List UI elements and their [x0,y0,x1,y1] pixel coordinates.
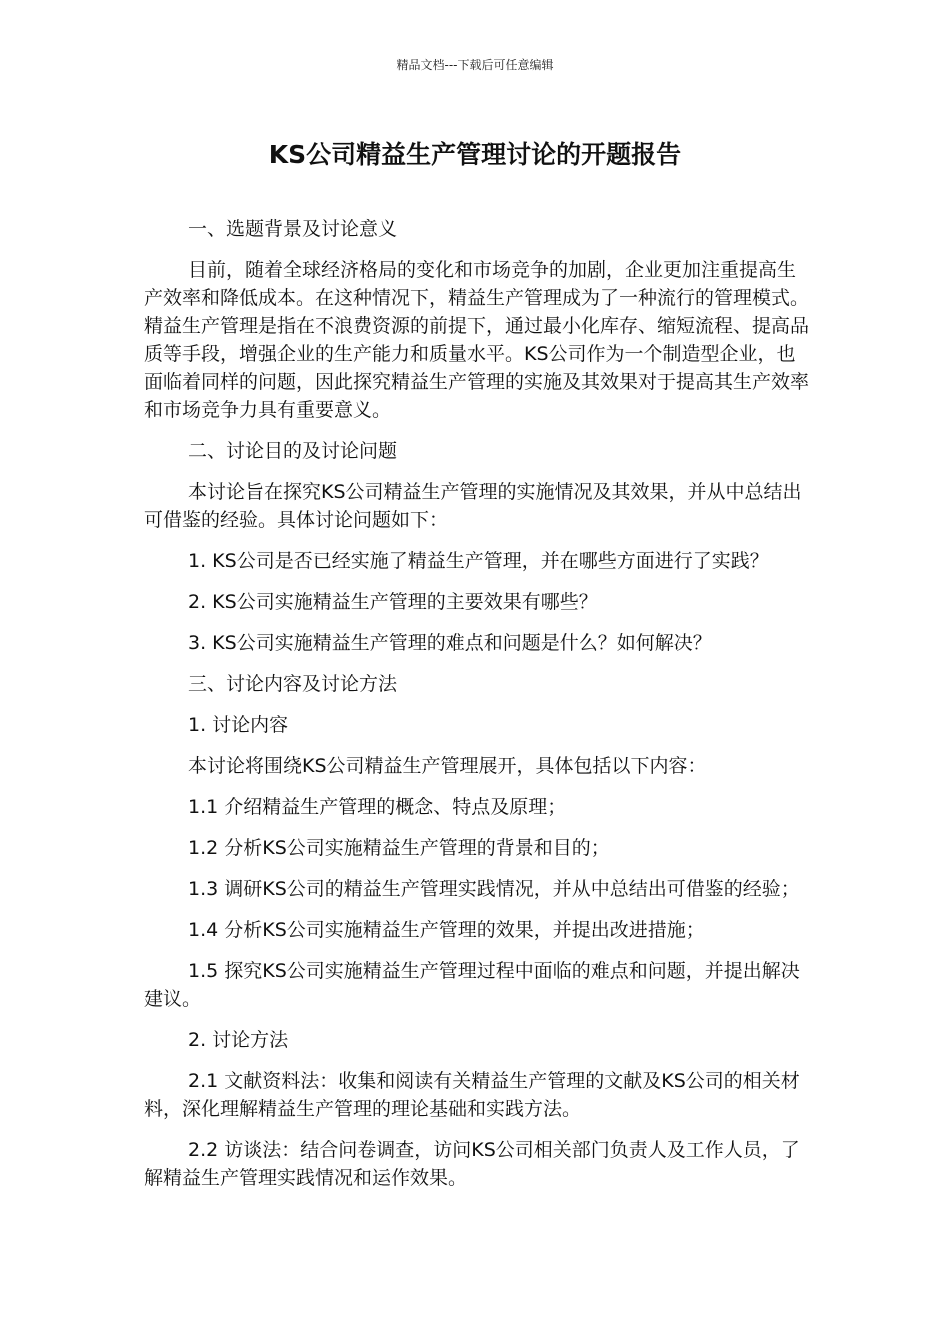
paragraph-background: 目前，随着全球经济格局的变化和市场竞争的加剧，企业更加注重提高生产效率和降低成本。在这种情况下，精益生产管理成为了一种流行的管理模式。精益生产管理是指在不浪费资源的前提下，通过最小化库存、缩短流程、提高品质等手段，增强企业的生产能力和质量水平。KS公司作为一个制造型企业，也面临着同样的问题，因此探究精益生产管理的实施及其效果对于提高其生产效率和市场竞争力具有重要意义。 [144,259,810,421]
method-item-2-1: 2.1 文献资料法：收集和阅读有关精益生产管理的文献及KS公司的相关材料，深化理解精益生产管理的理论基础和实践方法。 [144,1070,800,1120]
content-item-1-1: 1.1 介绍精益生产管理的概念、特点及原理； [188,796,567,818]
section-heading-objectives: 二、讨论目的及讨论问题 [188,440,398,462]
question-item-1: 1. KS公司是否已经实施了精益生产管理，并在哪些方面进行了实践？ [188,550,769,572]
content-item-1-4: 1.4 分析KS公司实施精益生产管理的效果，并提出改进措施； [188,919,705,941]
content-item-1-2: 1.2 分析KS公司实施精益生产管理的背景和目的； [188,837,610,859]
document-body [144,215,810,1205]
subheading-methods: 2. 讨论方法 [188,1029,289,1051]
subheading-content: 1. 讨论内容 [188,714,289,736]
section-heading-content-methods: 三、讨论内容及讨论方法 [188,673,398,695]
content-item-1-3: 1.3 调研KS公司的精益生产管理实践情况，并从中总结出可借鉴的经验； [188,878,800,900]
page-header: 精品文档---下载后可任意编辑 [396,58,554,72]
document-title: KS公司精益生产管理讨论的开题报告 [268,140,682,169]
paragraph-objectives: 本讨论旨在探究KS公司精益生产管理的实施情况及其效果，并从中总结出可借鉴的经验。具体讨论问题如下： [144,481,802,531]
content-item-1-5: 1.5 探究KS公司实施精益生产管理过程中面临的难点和问题，并提出解决建议。 [144,960,800,1010]
section-heading-background: 一、选题背景及讨论意义 [188,218,398,240]
question-item-2: 2. KS公司实施精益生产管理的主要效果有哪些？ [188,591,598,613]
method-item-2-2: 2.2 访谈法：结合问卷调查，访问KS公司相关部门负责人及工作人员，了解精益生产管理实践情况和运作效果。 [144,1139,800,1189]
question-item-3: 3. KS公司实施精益生产管理的难点和问题是什么？如何解决？ [188,632,712,654]
paragraph-content-intro: 本讨论将围绕KS公司精益生产管理展开，具体包括以下内容： [188,755,707,777]
